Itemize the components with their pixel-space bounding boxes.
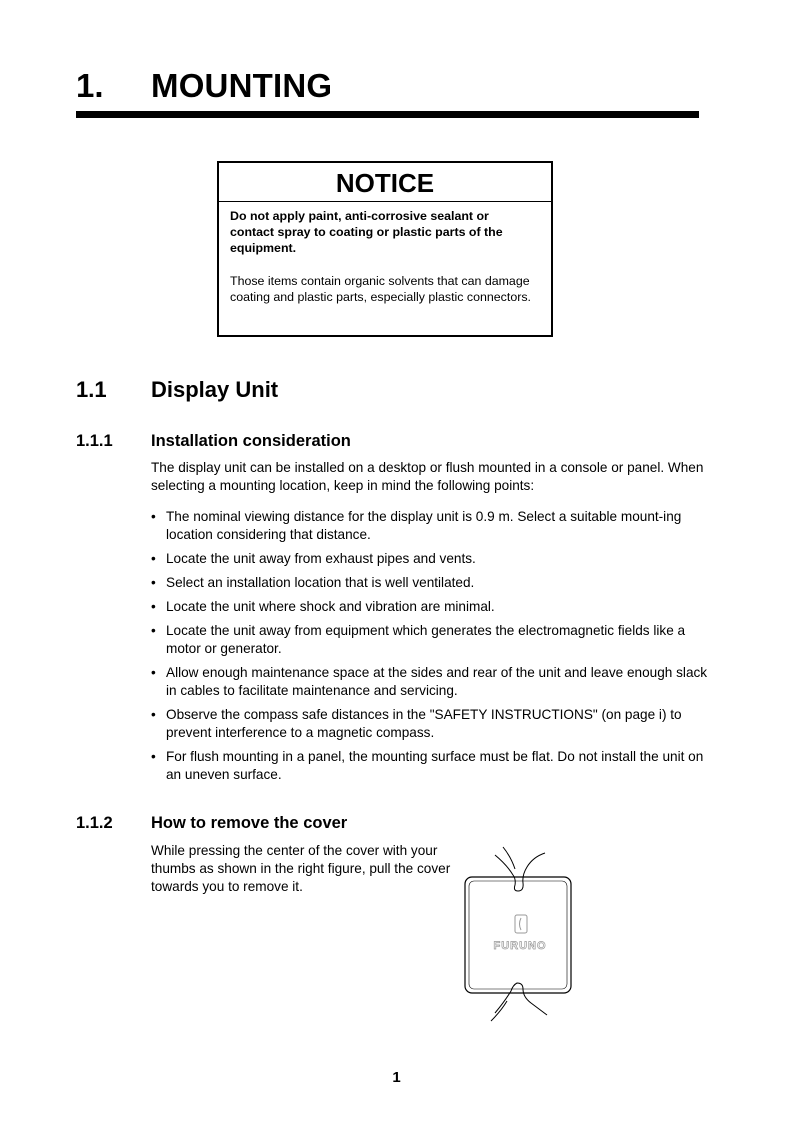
notice-box: [217, 161, 553, 337]
section-title: Display Unit: [151, 377, 279, 402]
list-item: • For flush mounting in a panel, the mounting surface must be flat. Do not install the unit on an uneven surface.: [151, 749, 704, 782]
chapter-title: MOUNTING: [151, 67, 333, 104]
notice-title: NOTICE: [335, 168, 435, 198]
list-item: • Allow enough maintenance space at the sides and rear of the unit and leave enough slack in cables to facilitate maintenance and servicing.: [151, 665, 708, 698]
notice-body-text: Those items contain organic solvents that can damage coating and plastic parts, especially plastic connectors.: [230, 274, 531, 304]
list-item: • Locate the unit where shock and vibration are minimal.: [151, 599, 495, 614]
cover-removal-text: While pressing the center of the cover with your thumbs as shown in the right figure, pull the cover towards you to remove it.: [151, 843, 451, 894]
cover-removal-figure: [455, 845, 585, 1023]
bottom-hand-finger-icon: [491, 1001, 507, 1021]
list-item: • Locate the unit away from equipment which generates the electromagnetic fields like a motor or generator.: [151, 623, 686, 656]
installation-bullet-list: [151, 508, 711, 790]
list-item: • The nominal viewing distance for the display unit is 0.9 m. Select a suitable mount-ing location considering that distance.: [151, 509, 682, 542]
list-item: • Locate the unit away from exhaust pipes and vents.: [151, 551, 476, 566]
subsection-title-cover: How to remove the cover: [151, 814, 348, 832]
notice-divider: [219, 201, 551, 202]
notice-warning-text: Do not apply paint, anti-corrosive sealant or contact spray to coating or plastic parts of the equipment.: [230, 209, 503, 255]
cover-logo-text: FURUNO: [493, 940, 547, 952]
list-item: • Select an installation location that is well ventilated.: [151, 575, 475, 590]
page-number: 1: [392, 1069, 401, 1086]
cover-outline: [465, 877, 571, 993]
installation-intro: The display unit can be installed on a desktop or flush mounted in a console or panel. When selecting a mounting location, keep in mind the following points:: [151, 460, 704, 493]
list-item: • Observe the compass safe distances in the "SAFETY INSTRUCTIONS" (on page i) to prevent interference to a magnetic compass.: [151, 707, 682, 740]
subsection-title-installation: Installation consideration: [151, 432, 351, 450]
subsection-number-cover: 1.1.2: [76, 814, 113, 832]
top-hand-finger-icon: [503, 847, 515, 869]
chapter-rule: [76, 111, 699, 118]
subsection-number-installation: 1.1.1: [76, 432, 113, 450]
chapter-number: 1.: [76, 67, 104, 104]
section-number: 1.1: [76, 377, 107, 402]
